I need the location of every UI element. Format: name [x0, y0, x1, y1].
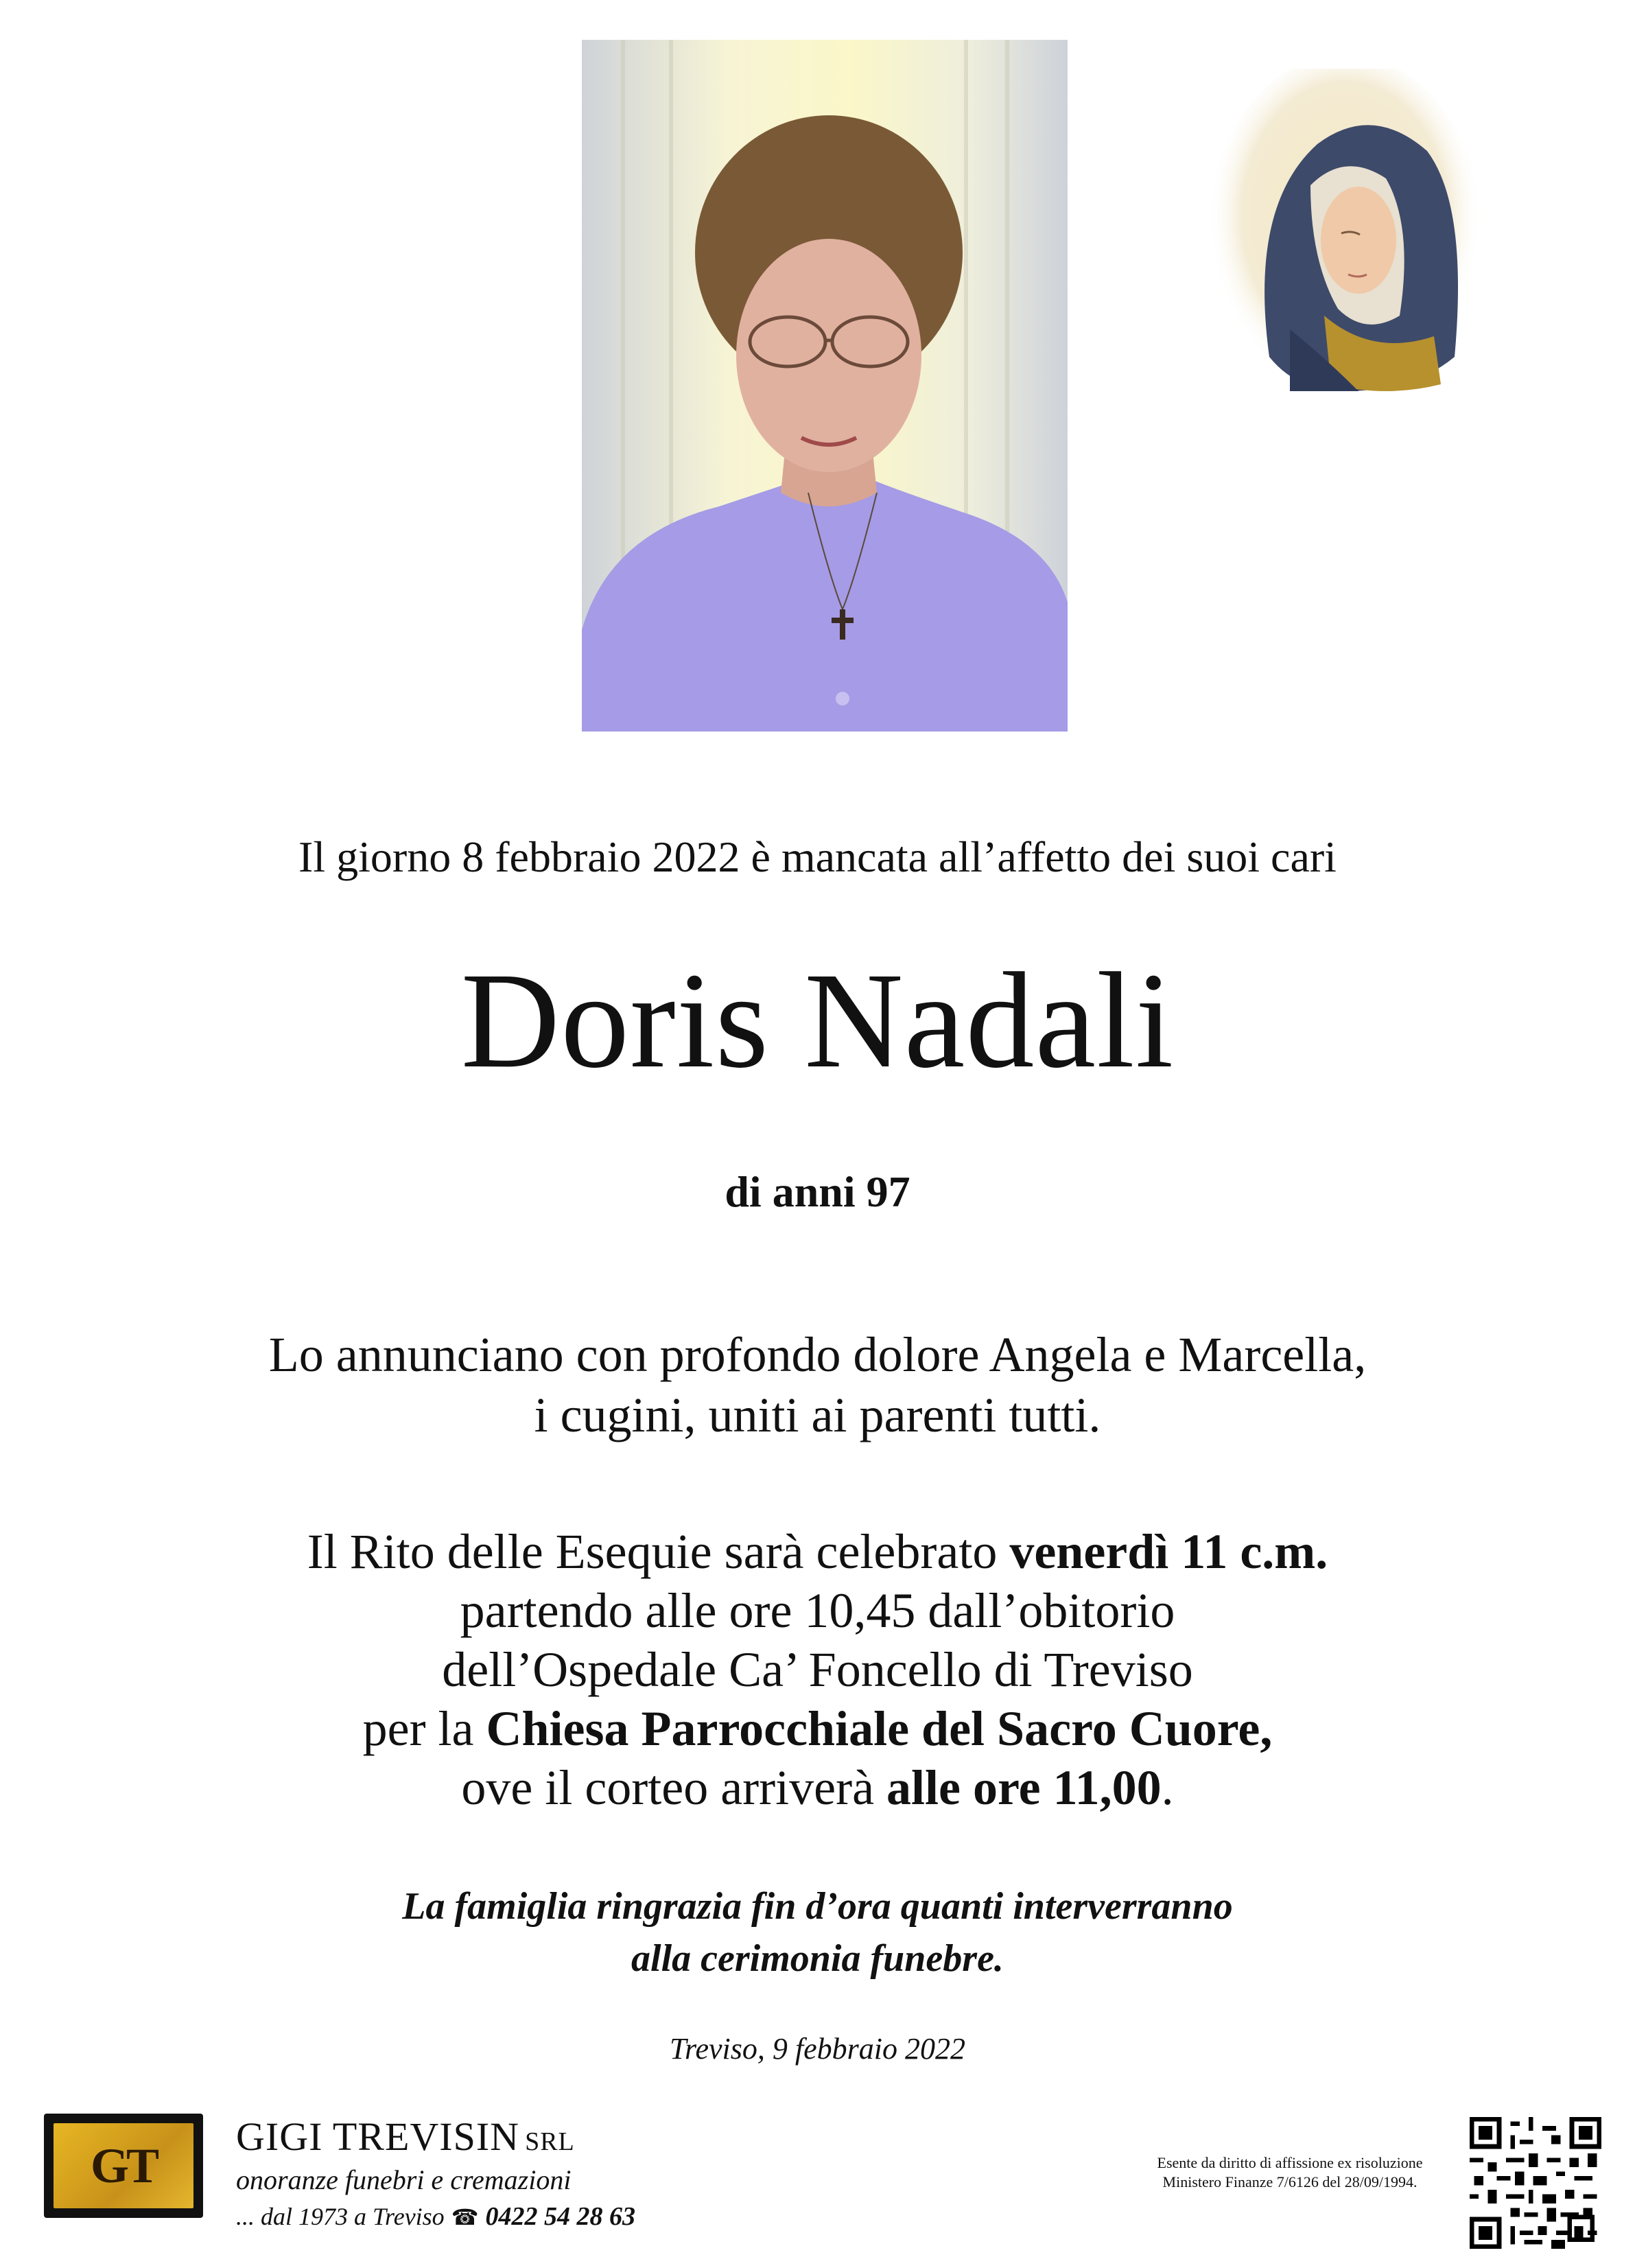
rite-date: venerdì 11 c.m. — [1009, 1524, 1328, 1579]
rite-line-3: dell’Ospedale Ca’ Foncello di Treviso — [442, 1642, 1193, 1697]
arrival-time: alle ore 11,00 — [886, 1760, 1162, 1815]
funeral-details — [0, 1522, 1635, 1817]
intro-text: Il giorno 8 febbraio 2022 è mancata all’affetto dei suoi cari — [298, 832, 1337, 881]
rite-line-1 — [0, 1522, 1635, 1581]
rite-line-2: partendo alle ore 10,45 dall’obitorio — [460, 1583, 1175, 1638]
thanks-line: La famiglia ringrazia fin d’ora quanti interverranno — [402, 1885, 1233, 1928]
rite-line-4-text: per la — [362, 1701, 486, 1756]
rite-line-1-text: Il Rito delle Esequie sarà celebrato — [307, 1524, 1010, 1579]
logo-mark: GT — [54, 2123, 193, 2208]
company-suffix: SRL — [525, 2127, 575, 2156]
rite-line-5 — [0, 1758, 1635, 1817]
company-info — [236, 2114, 635, 2232]
portrait-photo — [582, 40, 1068, 732]
company-heading — [236, 2114, 635, 2160]
thanks-line: alla cerimonia funebre. — [631, 1937, 1004, 1980]
company-phone: 0422 54 28 63 — [485, 2202, 636, 2231]
exempt-line-2: Ministero Finanze 7/6126 del 28/09/1994. — [1162, 2173, 1418, 2190]
announcement — [0, 1324, 1635, 1445]
company-tagline: onoranze funebri e cremazioni — [236, 2164, 572, 2195]
age-line: di anni 97 — [725, 1167, 910, 1216]
exempt-line-1: Esente da diritto di affissione ex risoluzione — [1157, 2154, 1423, 2171]
announcement-line: Lo annunciano con profondo dolore Angela e Marcella, — [268, 1327, 1367, 1382]
rite-line-5-text: ove il corteo arriverà — [461, 1760, 887, 1815]
thanks-note — [0, 1880, 1635, 1985]
dateline: Treviso, 9 febbraio 2022 — [669, 2032, 966, 2066]
company-logo — [44, 2114, 203, 2218]
rite-line-5-end: . — [1161, 1760, 1174, 1815]
announcement-line: i cugini, uniti ai parenti tutti. — [534, 1388, 1101, 1442]
company-since-line — [236, 2201, 635, 2232]
company-name: GIGI TREVISIN — [236, 2114, 520, 2159]
rite-line-4 — [0, 1699, 1635, 1758]
phone-icon: ☎ — [451, 2205, 479, 2230]
madonna-image — [1208, 69, 1482, 425]
deceased-name: Doris Nadali — [460, 945, 1175, 1097]
qr-code[interactable] — [1470, 2117, 1601, 2249]
tax-exemption-note — [1098, 2153, 1482, 2192]
company-since: ... dal 1973 a Treviso — [236, 2203, 445, 2230]
church-name: Chiesa Parrocchiale del Sacro Cuore, — [486, 1701, 1273, 1756]
